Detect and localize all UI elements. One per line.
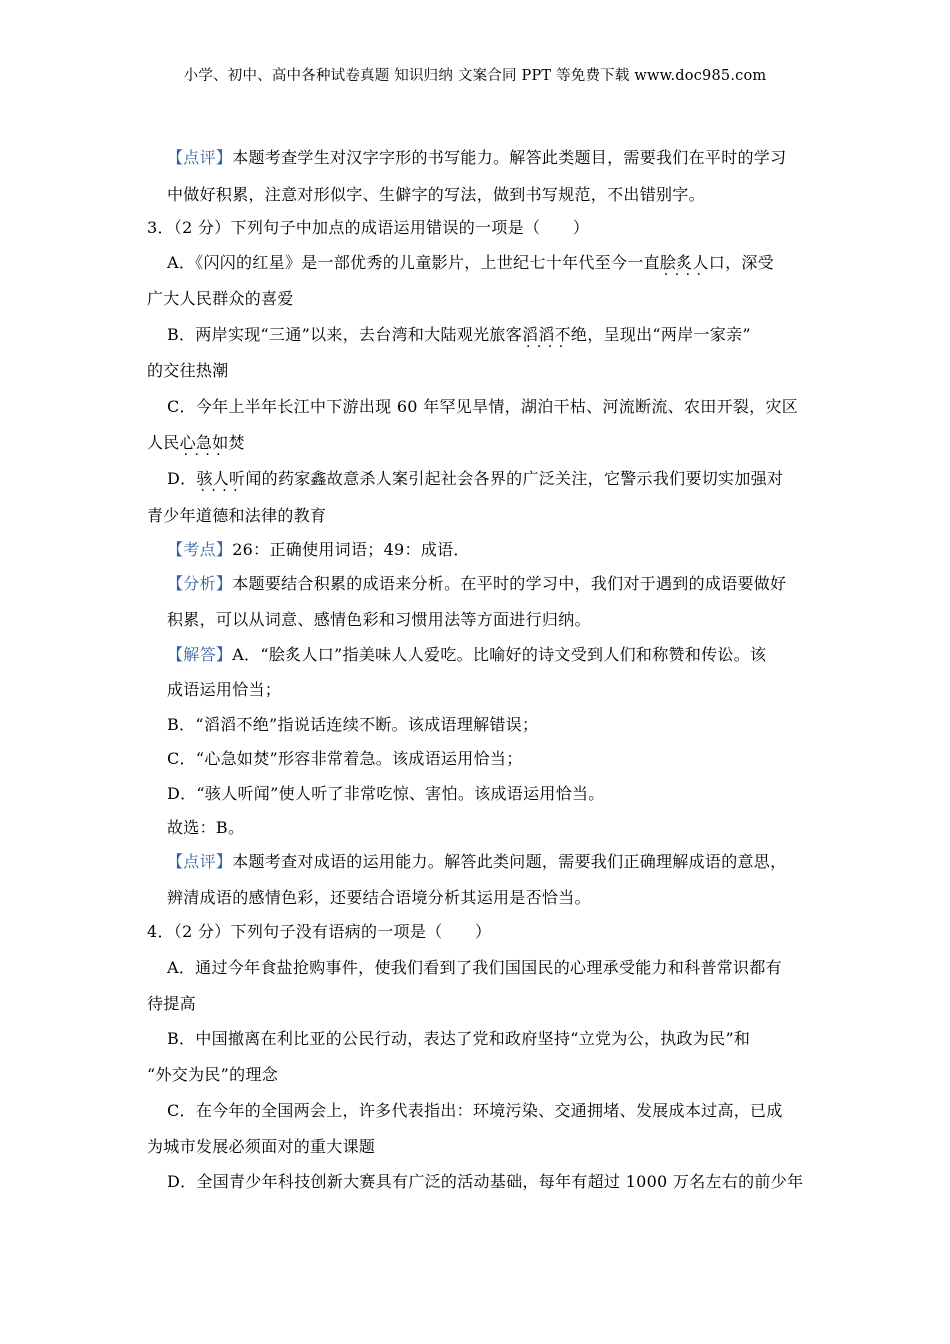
comment-line-4: 辨清成语的感情色彩，还要结合语境分析其运用是否恰当。 [167, 888, 591, 907]
option-d-cont: 青少年道德和法律的教育 [147, 506, 327, 525]
fenxi-line-2: 积累，可以从词意、感情色彩和习惯用法等方面进行归纳。 [167, 610, 591, 629]
dotted-idiom: 滔滔不绝 · · · · [522, 325, 587, 344]
option-b-cont: 的交往热潮 [147, 361, 229, 380]
dotted-idiom: 心急如焚 · · · · [180, 433, 245, 452]
jieda-tag: 【解答】 [167, 645, 233, 664]
option-a: A．《闪闪的红星》是一部优秀的儿童影片，上世纪七十年代至今一直脍炙人口 · · · ·，深受 [167, 253, 774, 273]
option-c-cont: 人民心急如焚 · · · · [147, 433, 245, 453]
fenxi-tag: 【分析】 [167, 574, 233, 593]
jieda-line-b: B．“滔滔不绝”指说话连续不断。该成语理解错误； [167, 715, 539, 734]
option-d: D．骇人听闻 · · · ·的药家鑫故意杀人案引起社会各界的广泛关注，它警示我们要切实加强对 [167, 469, 783, 489]
q4-option-d: D．全国青少年科技创新大赛具有广泛的活动基础，每年有超过 1000 万名左右的前少年 [167, 1172, 804, 1191]
comment-tag: 【点评】 [167, 148, 233, 167]
q4-option-b-cont: “外交为民”的理念 [147, 1065, 279, 1084]
option-b: B．两岸实现“三通”以来，去台湾和大陆观光旅客滔滔不绝 · · · ·，呈现出“两岸一家亲” [167, 325, 751, 345]
kaodian-line: 【考点】26：正确使用词语；49：成语． [167, 540, 470, 559]
q4-option-a: A．通过今年食盐抢购事件，使我们看到了我们国国民的心理承受能力和科普常识都有 [167, 958, 782, 977]
q4-option-a-cont: 待提高 [147, 994, 196, 1013]
comment-line-2: 中做好积累，注意对形似字、生僻字的写法，做到书写规范，不出错别字。 [167, 185, 705, 204]
dotted-idiom: 骇人听闻 · · · · [196, 469, 261, 488]
comment-tag: 【点评】 [167, 852, 233, 871]
q4-option-c-cont: 为城市发展必须面对的重大课题 [147, 1137, 376, 1156]
jieda-line-d: D．“骇人听闻”使人听了非常吃惊、害怕。该成语运用恰当。 [167, 784, 605, 803]
jieda-line-2: 成语运用恰当； [167, 680, 282, 699]
answer-choice: 故选：B。 [167, 818, 245, 837]
jieda-line-c: C．“心急如焚”形容非常着急。该成语运用恰当； [167, 749, 523, 768]
jieda-line: 【解答】A．“脍炙人口”指美味人人爱吃。比喻好的诗文受到人们和称赞和传讼。该 [167, 645, 767, 664]
comment-line-3: 【点评】本题考查对成语的运用能力。解答此类问题，需要我们正确理解成语的意思， [167, 852, 787, 871]
dotted-idiom: 脍炙人口 · · · · [660, 253, 725, 272]
comment-text: 本题考查学生对汉字字形的书写能力。解答此类题目，需要我们在平时的学习 [232, 148, 787, 167]
option-c: C．今年上半年长江中下游出现 60 年罕见旱情，湖泊干枯、河流断流、农田开裂，灾区 [167, 397, 799, 416]
q4-option-c: C．在今年的全国两会上，许多代表指出：环境污染、交通拥堵、发展成本过高，已成 [167, 1101, 783, 1120]
fenxi-line: 【分析】本题要结合积累的成语来分析。在平时的学习中，我们对于遇到的成语要做好 [167, 574, 787, 593]
question-4-title: 4．（2 分）下列句子没有语病的一项是（ ） [147, 922, 492, 941]
kaodian-tag: 【考点】 [167, 540, 233, 559]
question-3-title: 3．（2 分）下列句子中加点的成语运用错误的一项是（ ） [147, 218, 590, 237]
comment-line [167, 148, 786, 168]
page-header: 小学、初中、高中各种试卷真题 知识归纳 文案合同 PPT 等免费下载 www.doc985.com [183, 68, 767, 84]
option-a-cont: 广大人民群众的喜爱 [147, 289, 294, 308]
q4-option-b: B．中国撤离在利比亚的公民行动，表达了党和政府坚持“立党为公，执政为民”和 [167, 1029, 751, 1048]
